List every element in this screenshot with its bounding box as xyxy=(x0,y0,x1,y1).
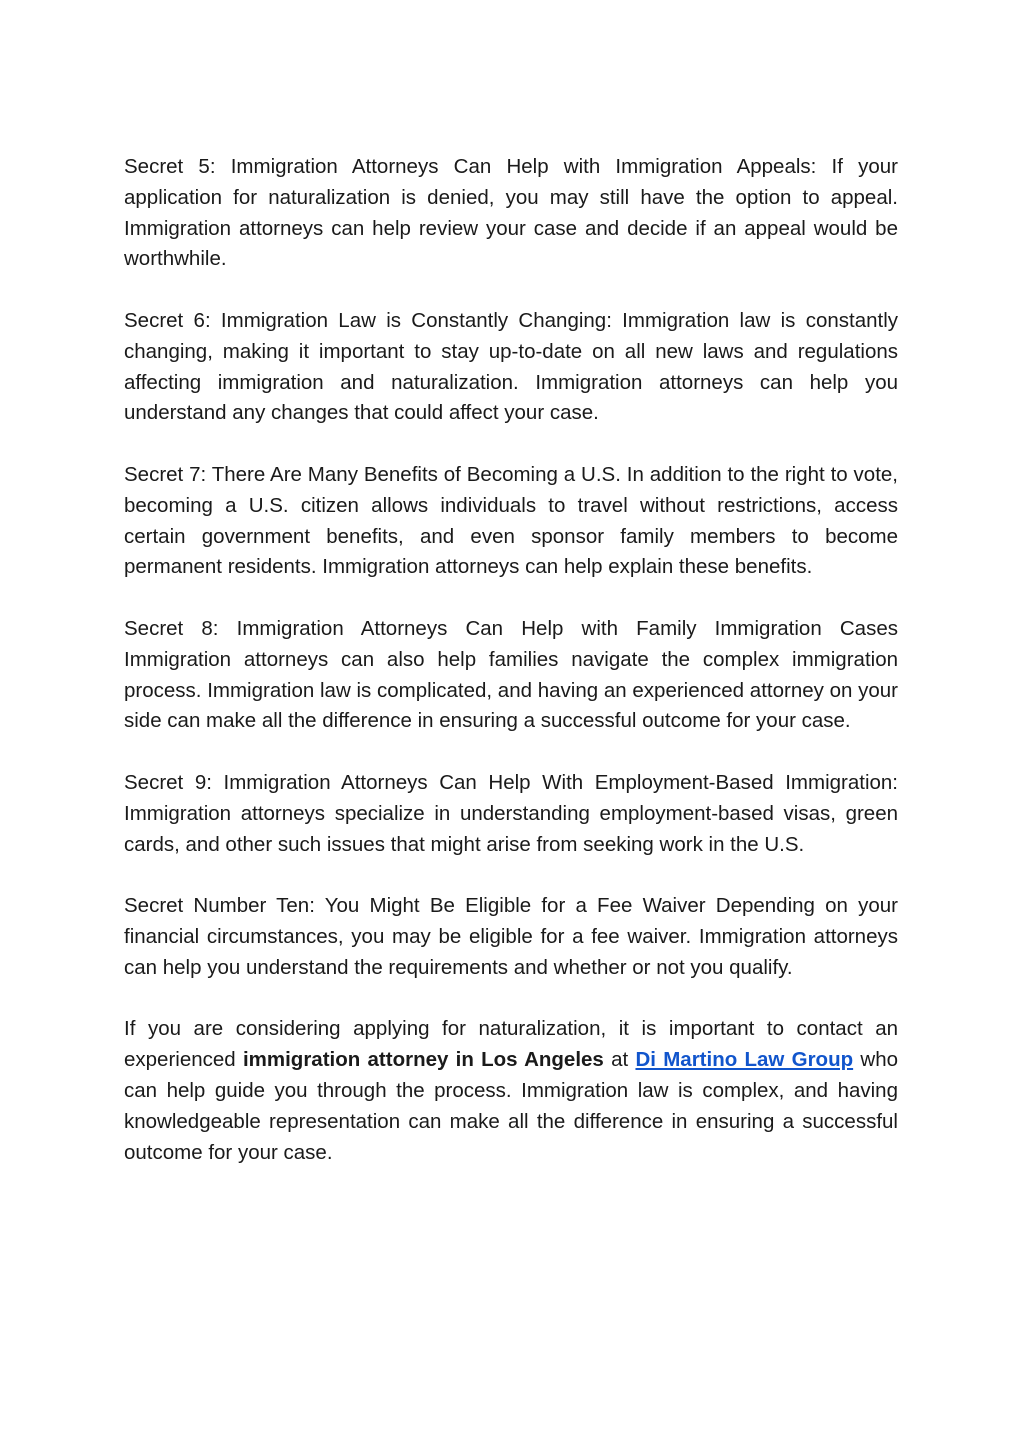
paragraph-secret-8: Secret 8: Immigration Attorneys Can Help with Family Immigration Cases Immigration attorneys can also help families navigate the complex immigration process. Immigration law is complicated, and having an experienced attorney on your side can make all the difference in ensuring a successful outcome for your case. xyxy=(124,616,898,733)
law-group-link[interactable]: Di Martino Law Group xyxy=(635,1048,854,1072)
closing-bold-phrase: immigration attorney in Los Angeles xyxy=(242,1048,604,1072)
closing-intro: If you are considering applying for naturalization, it is important to contact an experienced xyxy=(124,1017,898,1072)
closing-outro: who can help guide you through the process. Immigration law is complex, and having knowledgeable representation can make all the difference in ensuring a successful outcome for your case. xyxy=(124,1048,898,1164)
paragraph-secret-ten: Secret Number Ten: You Might Be Eligible for a Fee Waiver Depending on your financial circumstances, you may be eligible for a fee waiver. Immigration attorneys can help you understand the requirements and whether or not you qualify. xyxy=(124,894,898,979)
paragraph-secret-6: Secret 6: Immigration Law is Constantly Changing: Immigration law is constantly changing, making it important to stay up-to-date on all new laws and regulations affecting immigration and naturalization. Immigration attorneys can help you understand any changes that could affect your case. xyxy=(124,308,898,425)
paragraph-closing xyxy=(124,1014,898,1168)
document-page xyxy=(124,152,898,1168)
paragraph-secret-9: Secret 9: Immigration Attorneys Can Help With Employment-Based Immigration: Immigration attorneys specialize in understanding employment-based visas, green cards, and other such issues that might arise from seeking work in the U.S. xyxy=(124,770,898,856)
paragraph-secret-7: Secret 7: There Are Many Benefits of Becoming a U.S. In addition to the right to vote, becoming a U.S. citizen allows individuals to travel without restrictions, access certain government benefits, and even sponsor family members to become permanent residents. Immigration attorneys can help explain these benefits. xyxy=(124,462,898,579)
closing-connector: at xyxy=(603,1048,636,1072)
paragraph-secret-5: Secret 5: Immigration Attorneys Can Help with Immigration Appeals: If your application for naturalization is denied, you may still have the option to appeal. Immigration attorneys can help review your case and decide if an appeal would be worthwhile. xyxy=(124,155,898,271)
